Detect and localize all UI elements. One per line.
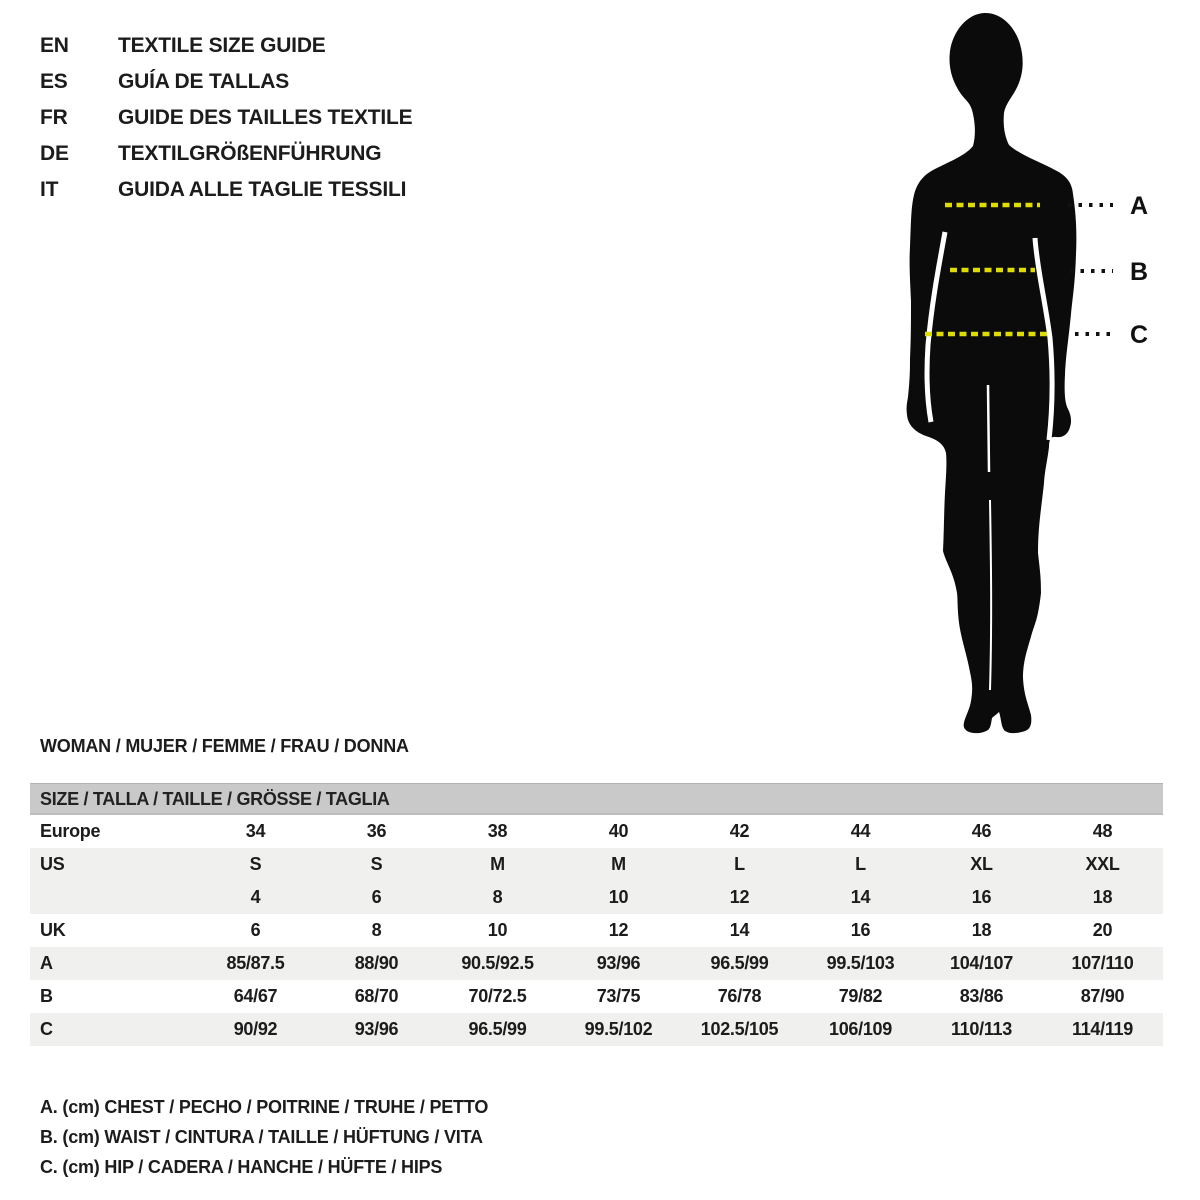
cell: 40 [608, 821, 629, 841]
cell: M [611, 854, 626, 874]
cell: 20 [1092, 920, 1113, 940]
cell: M [490, 854, 505, 874]
table-row-chest-a [30, 947, 1163, 980]
cell: 4 [250, 887, 261, 907]
cell: XXL [1085, 854, 1120, 874]
cell: 10 [608, 887, 629, 907]
language-title: GUIDE DES TAILLES TEXTILE [118, 106, 413, 129]
cell: 99.5/102 [584, 1019, 653, 1039]
cell: 46 [971, 821, 992, 841]
cell: 14 [850, 887, 871, 907]
cell: 90/92 [233, 1019, 278, 1039]
cell: 99.5/103 [826, 953, 895, 973]
cell: 44 [850, 821, 871, 841]
row-label: Europe [40, 821, 101, 841]
row-label: UK [40, 920, 66, 940]
language-title: TEXTILE SIZE GUIDE [118, 34, 326, 57]
language-row-de [40, 136, 412, 172]
size-table [30, 783, 1163, 1046]
language-row-fr [40, 100, 412, 136]
cell: 106/109 [829, 1019, 892, 1039]
cell: 42 [729, 821, 750, 841]
cell: 64/67 [233, 986, 278, 1006]
cell: 12 [729, 887, 750, 907]
cell: 16 [850, 920, 871, 940]
language-row-it [40, 172, 412, 208]
cell: 18 [971, 920, 992, 940]
cell: 18 [1092, 887, 1113, 907]
cell: 102.5/105 [700, 1019, 779, 1039]
language-code: DE [40, 142, 69, 165]
cell: 70/72.5 [468, 986, 527, 1006]
language-title: GUIDA ALLE TAGLIE TESSILI [118, 178, 407, 201]
cell: 14 [729, 920, 750, 940]
row-label [30, 881, 195, 914]
size-table-header: SIZE / TALLA / TAILLE / GRÖSSE / TAGLIA [30, 783, 1163, 815]
row-label: US [40, 854, 65, 874]
row-label: B [40, 986, 53, 1006]
cell: 96.5/99 [710, 953, 769, 973]
cell: S [370, 854, 383, 874]
section-title: WOMAN / MUJER / FEMME / FRAU / DONNA [40, 736, 409, 756]
table-row-hip-c [30, 1013, 1163, 1046]
table-row-waist-b [30, 980, 1163, 1013]
cell: S [249, 854, 262, 874]
cell: 68/70 [354, 986, 399, 1006]
cell: 38 [487, 821, 508, 841]
cell: L [855, 854, 866, 874]
table-row-europe [30, 815, 1163, 848]
cell: 114/119 [1072, 1019, 1133, 1039]
table-row-us-numeric [30, 881, 1163, 914]
cell: 8 [492, 887, 503, 907]
cell: 107/110 [1071, 953, 1134, 973]
cell: 6 [250, 920, 261, 940]
legend-line-a: A. (cm) CHEST / PECHO / POITRINE / TRUHE / PETTO [40, 1097, 489, 1117]
cell: 10 [487, 920, 508, 940]
row-label: C [40, 1019, 53, 1039]
cell: 48 [1092, 821, 1113, 841]
measurement-figure [880, 0, 1200, 745]
cell: 87/90 [1080, 986, 1125, 1006]
language-row-es [40, 64, 412, 100]
cell: 104/107 [950, 953, 1013, 973]
measure-label-c: C [1130, 321, 1149, 349]
leg-gap-upper [988, 385, 989, 472]
cell: 96.5/99 [468, 1019, 527, 1039]
table-row-uk [30, 914, 1163, 947]
cell: 76/78 [717, 986, 762, 1006]
measure-label-a: A [1130, 192, 1149, 220]
legend-line-b: B. (cm) WAIST / CINTURA / TAILLE / HÜFTUNG / VITA [40, 1127, 483, 1147]
cell: 73/75 [596, 986, 641, 1006]
language-code: ES [40, 70, 68, 93]
cell: 8 [371, 920, 382, 940]
measurement-legend [40, 1092, 488, 1182]
table-row-us [30, 848, 1163, 881]
cell: 83/86 [959, 986, 1004, 1006]
language-code: FR [40, 106, 68, 129]
cell: 6 [371, 887, 382, 907]
cell: 110/113 [951, 1019, 1012, 1039]
cell: 93/96 [354, 1019, 399, 1039]
cell: 85/87.5 [226, 953, 285, 973]
cell: 16 [971, 887, 992, 907]
cell: 79/82 [838, 986, 883, 1006]
language-title: TEXTILGRÖßENFÜHRUNG [118, 142, 382, 165]
cell: L [734, 854, 745, 874]
leg-gap-lower [990, 500, 991, 690]
language-code: EN [40, 34, 69, 57]
cell: 34 [245, 821, 266, 841]
measure-label-b: B [1130, 258, 1149, 286]
language-row-en [40, 28, 412, 64]
cell: XL [970, 854, 993, 874]
language-title: GUÍA DE TALLAS [118, 70, 290, 93]
row-label: A [40, 953, 53, 973]
cell: 90.5/92.5 [461, 953, 534, 973]
cell: 93/96 [596, 953, 641, 973]
language-code: IT [40, 178, 59, 201]
legend-line-c: C. (cm) HIP / CADERA / HANCHE / HÜFTE / HIPS [40, 1157, 443, 1177]
cell: 88/90 [354, 953, 399, 973]
cell: 36 [366, 821, 387, 841]
cell: 12 [608, 920, 629, 940]
language-list [40, 28, 412, 208]
